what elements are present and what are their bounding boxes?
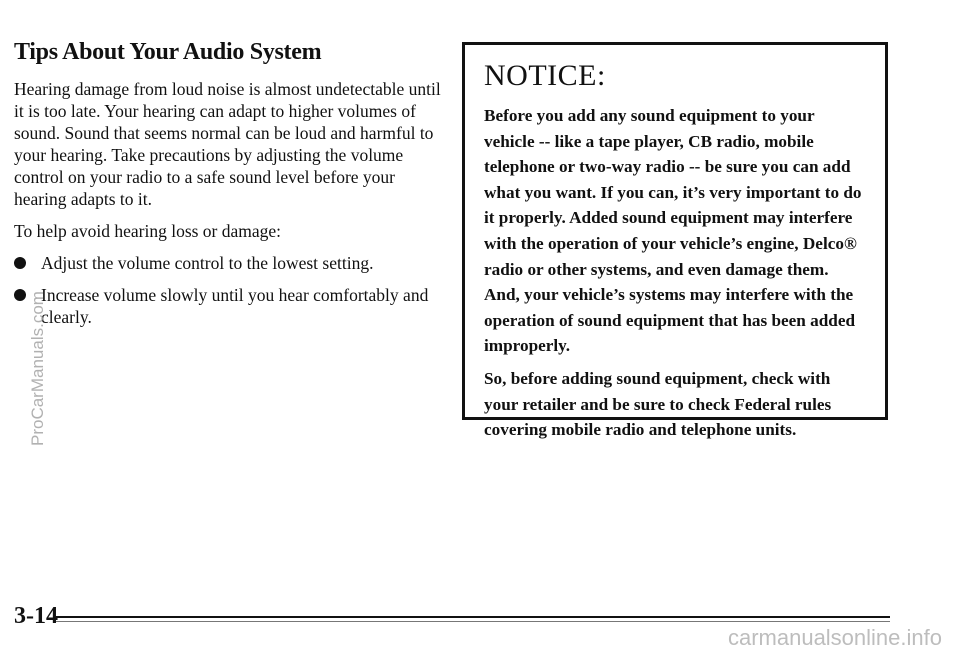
footer-rule — [56, 616, 890, 618]
notice-paragraph-2: So, before adding sound equipment, check with your retailer and be sure to check Federal rules covering mobile radio and telephone units. — [484, 368, 832, 440]
left-column — [14, 38, 444, 338]
list-item — [14, 284, 444, 328]
notice-content — [465, 45, 885, 443]
page-number: 3-14 — [14, 603, 58, 629]
hearing-paragraph: Hearing damage from loud noise is almost undetectable until it is too late. Your hearing can adapt to higher volumes of sound. Sound that seems normal can be loud and harmful to your hearing. Take precautions by adjusting the volume control on your radio to a safe sound level before your hearing adapts to it. — [14, 79, 441, 209]
notice-box — [462, 42, 888, 440]
list-item-text: Increase volume slowly until you hear comfortably and clearly. — [41, 285, 429, 327]
notice-paragraph-1: Before you add any sound equipment to your vehicle -- like a tape player, CB radio, mobile telephone or two-way radio -- be sure you can add what you want. If you can, it’s very important to do it properly. Added sound equipment may interfere with the operation of your vehicle’s engine, Delco® radio or other systems, and even damage them. And, your vehicle’s systems may interfere with the operation of sound equipment that has been added improperly. — [484, 106, 862, 356]
site-watermark: carmanualsonline.info — [727, 625, 942, 650]
footer-rule-thin — [56, 621, 890, 622]
list-item — [14, 252, 444, 274]
procarmanuals-watermark: ProCarManuals.com — [28, 291, 47, 446]
bullet-intro: To help avoid hearing loss or damage: — [14, 221, 282, 241]
notice-title: NOTICE: — [484, 59, 606, 92]
list-item-text: Adjust the volume control to the lowest setting. — [41, 253, 374, 273]
safety-bullet-list — [14, 252, 444, 328]
bullet-dot-icon — [14, 289, 26, 301]
bullet-dot-icon — [14, 257, 26, 269]
section-title: Tips About Your Audio System — [14, 39, 322, 65]
